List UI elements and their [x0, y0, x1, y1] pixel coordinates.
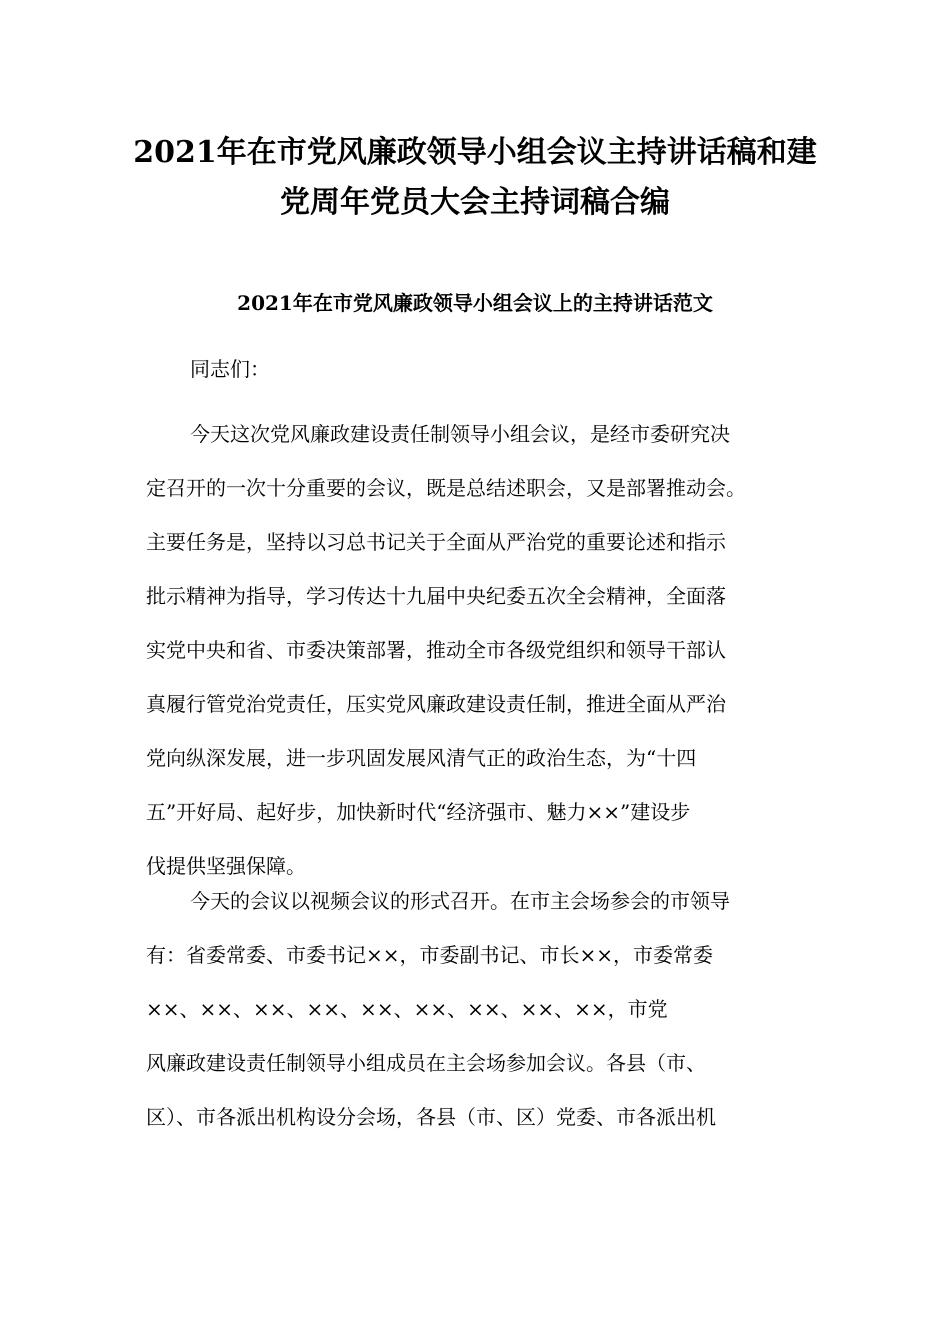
paragraph-1-line: 批示精神为指导，学习传达十九届中央纪委五次全会精神，全面落 — [146, 584, 726, 608]
paragraph-1-line: 真履行管党治党责任，压实党风廉政建设责任制，推进全面从严治 — [146, 692, 726, 716]
document-title-line-1: 2021年在市党风廉政领导小组会议主持讲话稿和建 — [133, 135, 817, 170]
paragraph-1-line: 定召开的一次十分重要的会议，既是总结述职会，又是部署推动会。 — [146, 476, 746, 500]
paragraph-1-line: 党向纵深发展，进一步巩固发展风清气正的政治生态，为“十四 — [146, 746, 697, 770]
document-title-line-2: 党周年党员大会主持词稿合编 — [280, 185, 670, 220]
paragraph-2 — [146, 881, 806, 1151]
paragraph-2-line: ××、××、××、××、××、××、××、××、××，市党 — [146, 997, 668, 1021]
section-title: 2021年在市党风廉政领导小组会议上的主持讲话范文 — [237, 291, 713, 315]
paragraph-1-line: 实党中央和省、市委决策部署，推动全市各级党组织和领导干部认 — [146, 638, 726, 662]
salutation-text: 同志们： — [190, 357, 270, 381]
paragraph-2-line: 风廉政建设责任制领导小组成员在主会场参加会议。各县（市、 — [146, 1051, 706, 1075]
paragraph-2-line: 有：省委常委、市委书记××，市委副书记、市长××，市委常委 — [146, 943, 714, 967]
paragraph-1-line: 伐提供坚强保障。 — [146, 854, 306, 878]
paragraph-1-line: 主要任务是，坚持以习总书记关于全面从严治党的重要论述和指示 — [146, 530, 726, 554]
paragraph-2-line: 今天的会议以视频会议的形式召开。在市主会场参会的市领导 — [190, 889, 730, 913]
paragraph-1 — [146, 414, 806, 900]
paragraph-1-line: 今天这次党风廉政建设责任制领导小组会议，是经市委研究决 — [190, 422, 730, 446]
paragraph-1-line: 五”开好局、起好步，加快新时代“经济强市、魅力××”建设步 — [146, 800, 691, 824]
paragraph-2-line: 区）、市各派出机构设分会场，各县（市、区）党委、市各派出机 — [146, 1105, 716, 1129]
document-title — [120, 128, 830, 228]
salutation — [146, 349, 806, 403]
